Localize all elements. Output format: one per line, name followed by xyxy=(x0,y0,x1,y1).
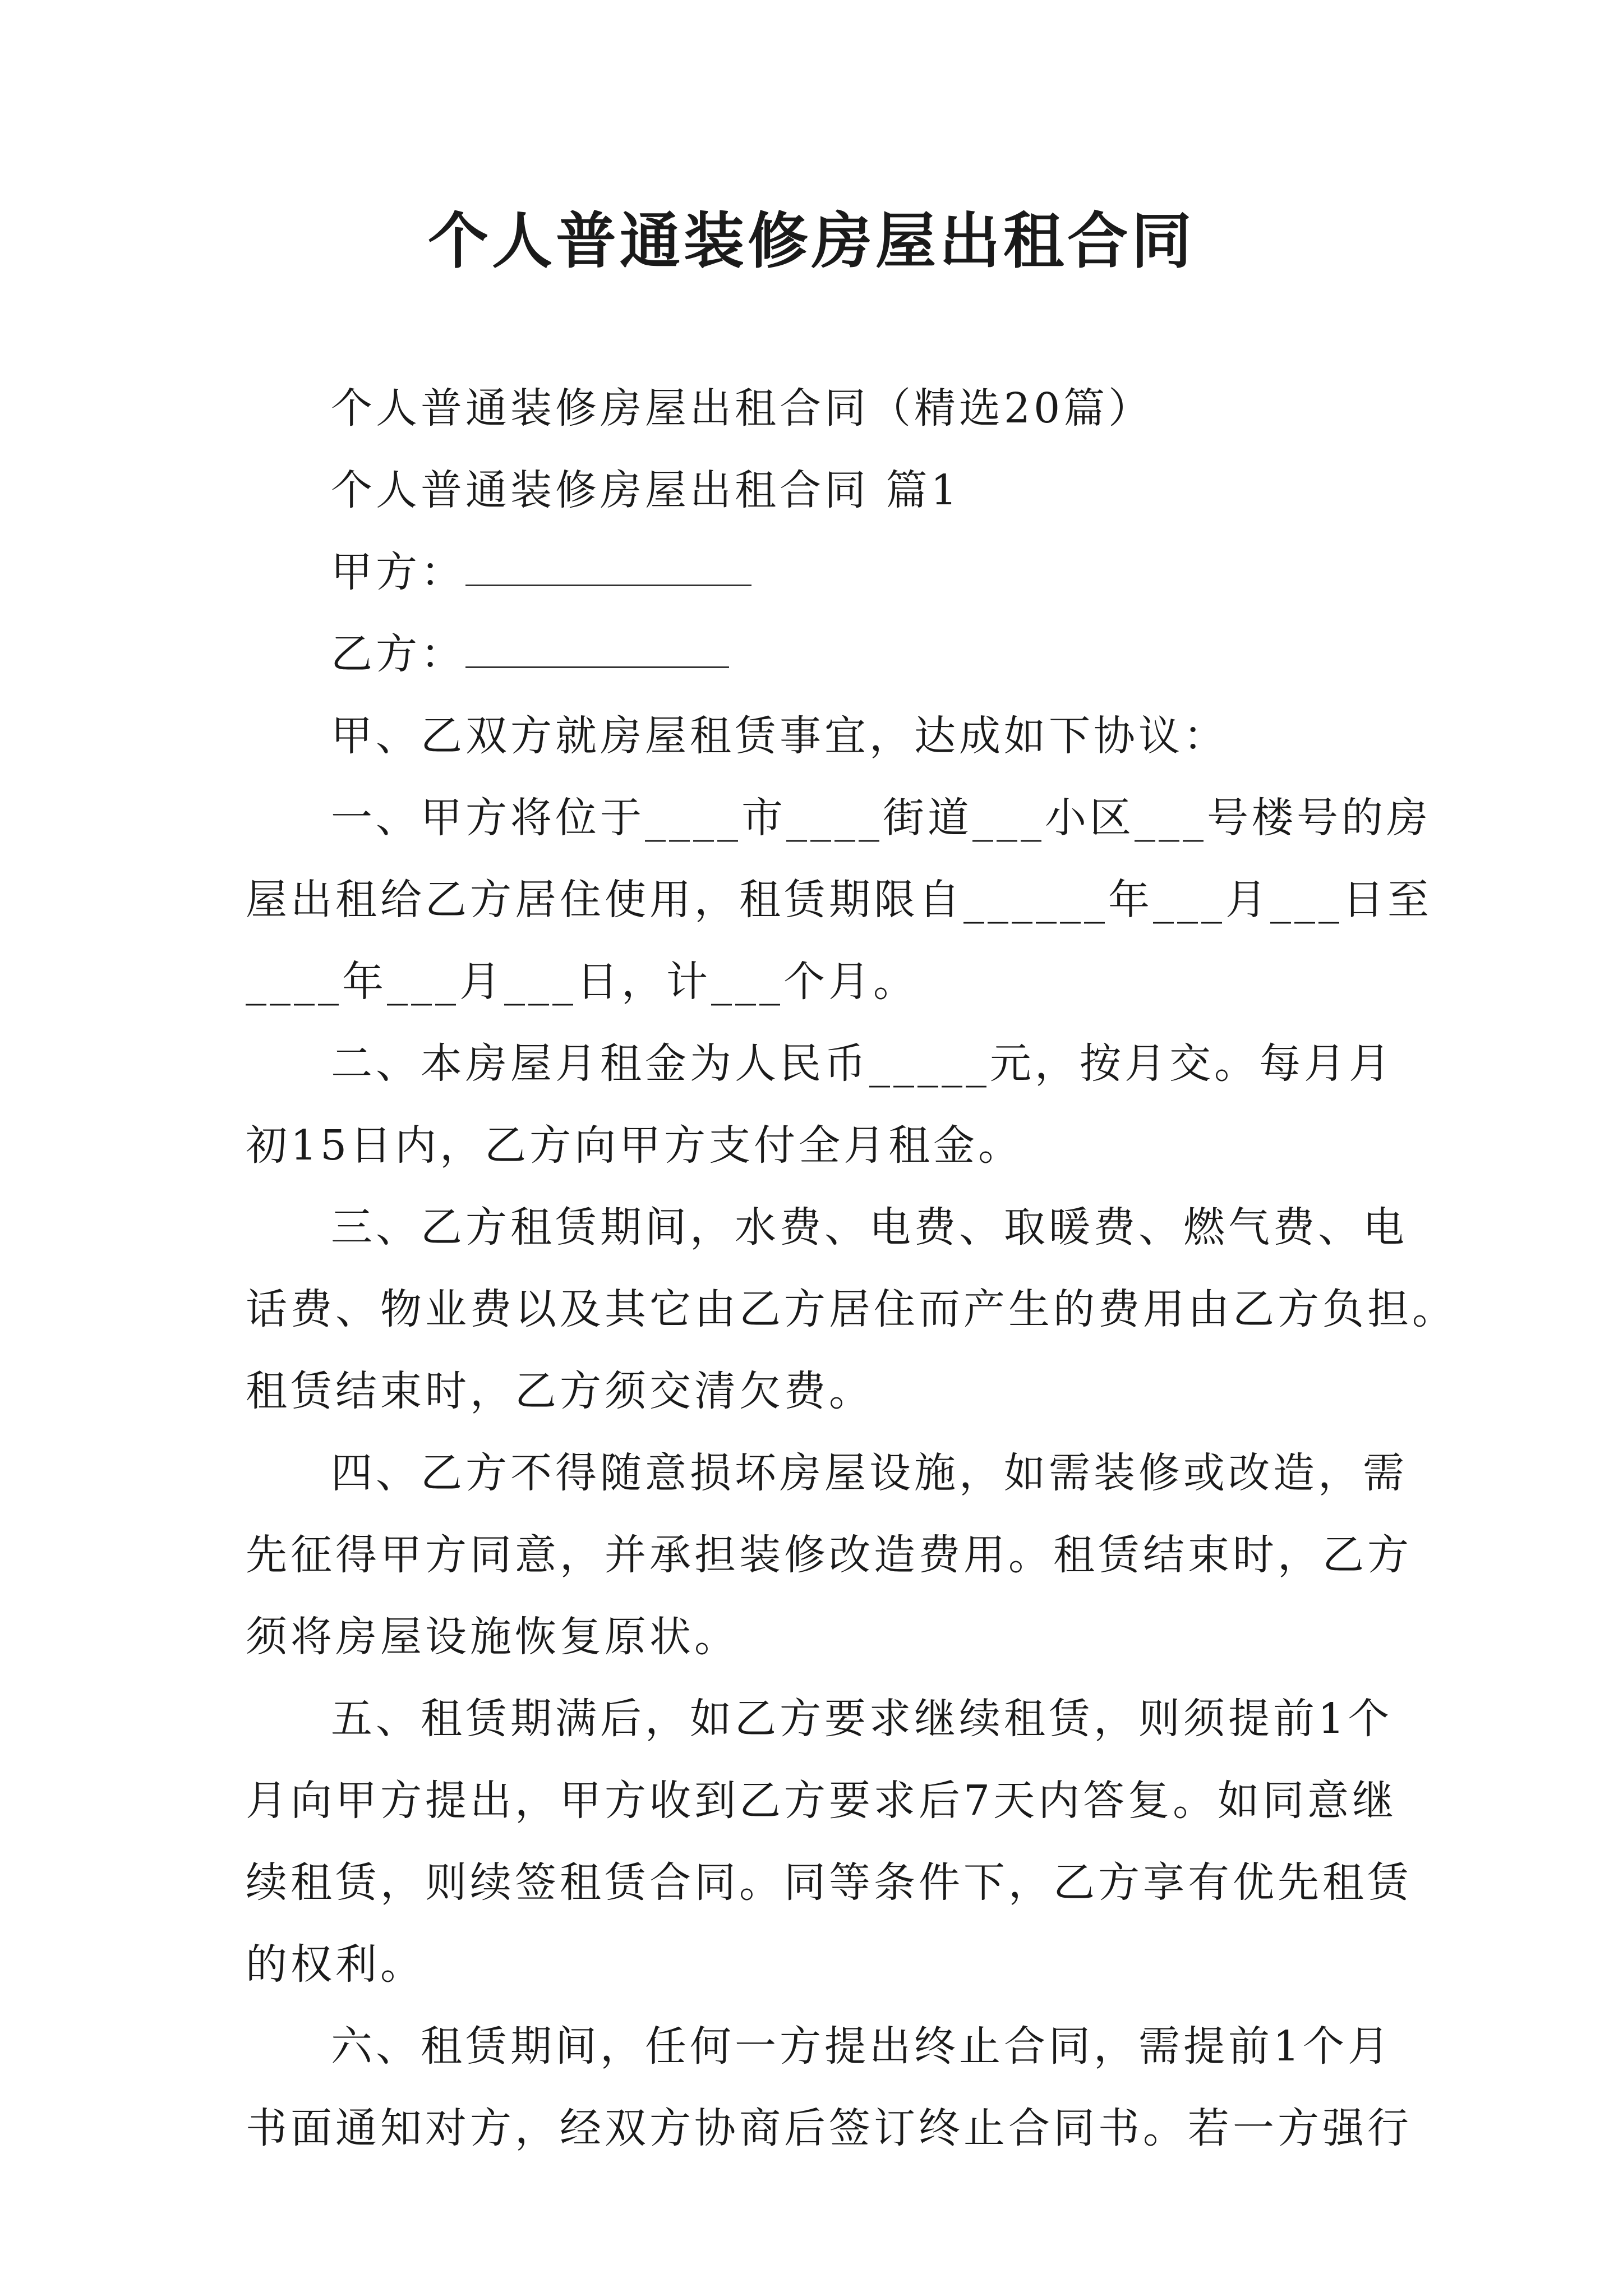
party-b-label: 乙方： xyxy=(331,630,465,678)
text-line: 六、租赁期间，任何一方提出终止合同，需提前1个月 xyxy=(331,2022,1393,2070)
text-line: 屋出租给乙方居住使用，租赁期限自______年___月___日至 xyxy=(246,876,1432,924)
text-line: 甲、乙双方就房屋租赁事宜，达成如下协议： xyxy=(331,712,1228,760)
text-line: 四、乙方不得随意损坏房屋设施，如需装修或改造，需 xyxy=(331,1449,1408,1497)
text-line: 月向甲方提出，甲方收到乙方要求后7天内答复。如同意继 xyxy=(246,1777,1398,1825)
text-line: 五、租赁期满后，如乙方要求继续租赁，则须提前1个 xyxy=(331,1695,1393,1743)
text-line: 先征得甲方同意，并承担装修改造费用。租赁结束时，乙方 xyxy=(246,1531,1412,1579)
party-a-blank xyxy=(465,551,751,586)
text-line: 三、乙方租赁期间，水费、电费、取暖费、燃气费、电 xyxy=(331,1203,1408,1251)
text-line: 的权利。 xyxy=(246,1940,425,1989)
party-b-line xyxy=(246,613,1384,695)
party-a-line xyxy=(246,531,1384,613)
text-line: 续租赁，则续签租赁合同。同等条件下，乙方享有优先租赁 xyxy=(246,1858,1412,1907)
section-heading: 个人普通装修房屋出租合同 篇1 xyxy=(331,466,961,514)
document-body xyxy=(246,367,1457,2169)
text-line: 二、本房屋月租金为人民币_____元，按月交。每月月 xyxy=(331,1039,1394,1088)
text-line: 一、甲方将位于____市____街道___小区___号楼号的房 xyxy=(331,794,1431,842)
document-title: 个人普通装修房屋出租合同 xyxy=(427,206,1195,277)
text-line: 话费、物业费以及其它由乙方居住而产生的费用由乙方负担。 xyxy=(246,1285,1457,1333)
text-line: 初15日内，乙方向甲方支付全月租金。 xyxy=(246,1121,1023,1170)
text-line: 书面通知对方，经双方协商后签订终止合同书。若一方强行 xyxy=(246,2104,1412,2152)
subtitle: 个人普通装修房屋出租合同（精选20篇） xyxy=(331,384,1154,432)
text-line: 须将房屋设施恢复原状。 xyxy=(246,1613,739,1661)
text-line: 租赁结束时，乙方须交清欠费。 xyxy=(246,1367,874,1415)
party-a-label: 甲方： xyxy=(331,548,465,596)
party-b-blank xyxy=(465,633,729,668)
text-line: ____年___月___日，计___个月。 xyxy=(246,958,918,1006)
